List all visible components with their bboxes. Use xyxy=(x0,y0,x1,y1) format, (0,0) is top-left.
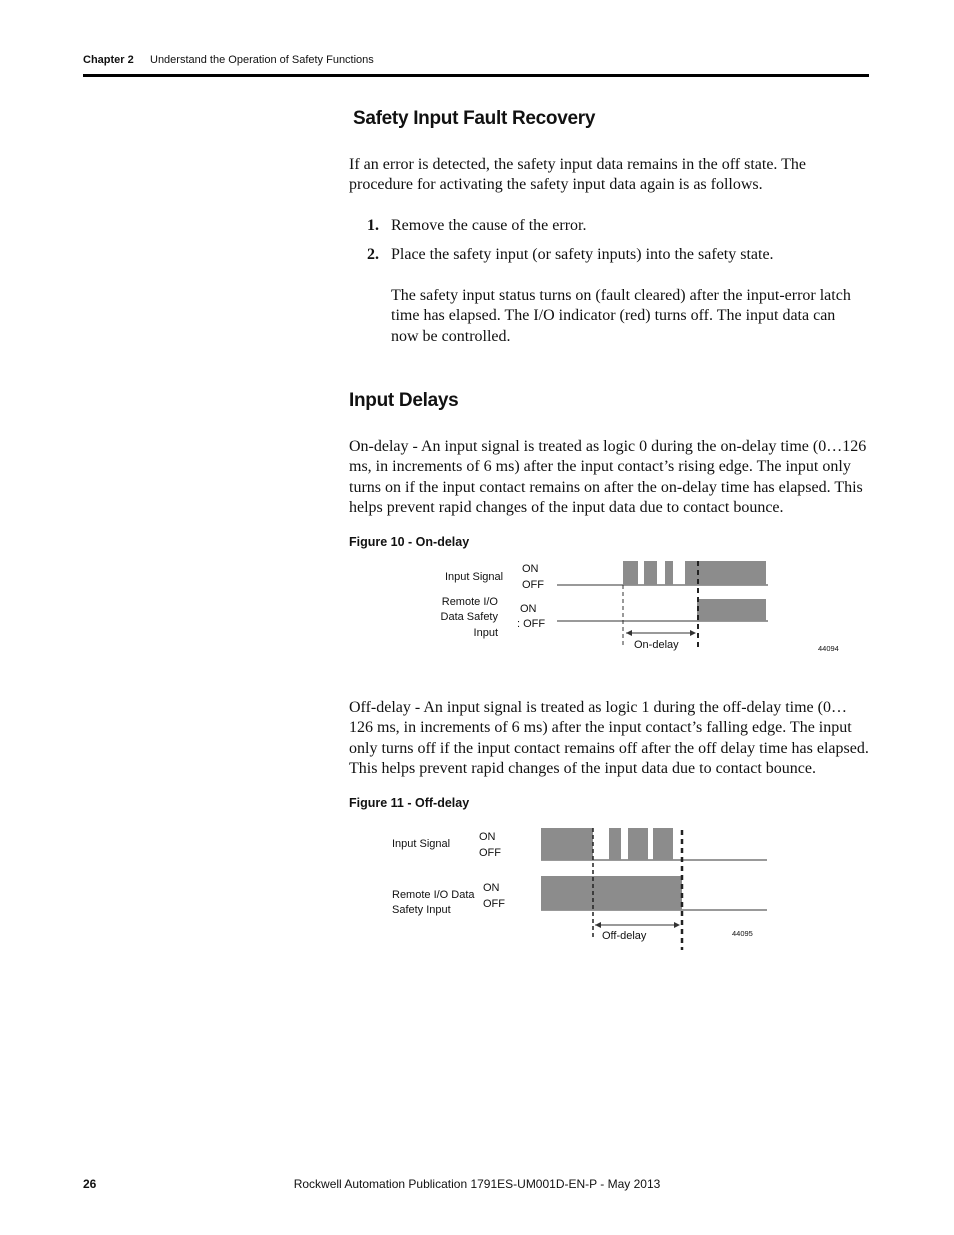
page-number: 26 xyxy=(83,1177,97,1191)
fig10-remote-on-label: ON xyxy=(520,603,537,615)
fig10-remote-label-line1: Remote I/O xyxy=(441,596,498,608)
chapter-title: Understand the Operation of Safety Functions xyxy=(150,54,374,66)
off-delay-description: Off-delay - An input signal is treated as logic 1 during the off-delay time (0…126 ms, in increments of 6 ms) after the input contact’s falling edge. The input only turns off if the input contact remains off after the off delay time has elapsed. This helps prevent rapid changes of the input data due to contact bounce. xyxy=(349,699,869,777)
fig11-arrowhead-left xyxy=(595,922,601,928)
fig11-arrowhead-right xyxy=(674,922,680,928)
on-delay-diagram xyxy=(430,555,850,660)
fig11-remote-label-line1: Remote I/O Data xyxy=(392,889,475,901)
section-heading-input-delays: Input Delays xyxy=(349,390,459,411)
step-1-number: 1. xyxy=(367,217,379,234)
fig10-remote-label-line3: Input xyxy=(473,627,498,639)
step-2-text: Place the safety input (or safety inputs) into the safety state. xyxy=(391,246,774,263)
step-1 xyxy=(367,216,379,236)
fig11-remote-off-label: OFF xyxy=(483,898,505,910)
fig10-input-pulse xyxy=(644,561,657,585)
fig11-remote-on-label: ON xyxy=(483,882,500,894)
fig10-id: 44094 xyxy=(818,644,839,653)
fig10-input-pulse xyxy=(623,561,638,585)
fig10-remote-off-label: : OFF xyxy=(517,618,546,630)
fig10-input-off-label: OFF xyxy=(522,579,544,591)
fig10-remote-pulse xyxy=(697,599,766,621)
fig10-input-pulse xyxy=(665,561,673,585)
fig10-arrowhead-left xyxy=(626,630,632,636)
step-1-text: Remove the cause of the error. xyxy=(391,217,587,234)
fault-recovery-intro: If an error is detected, the safety input data remains in the off state. The procedure for activating the safety input data again is as follows. xyxy=(349,156,807,194)
fig10-arrowhead-right xyxy=(690,630,696,636)
fig11-input-off-label: OFF xyxy=(479,847,501,859)
fig11-delay-label: Off-delay xyxy=(602,930,647,942)
chapter-label: Chapter 2 xyxy=(83,54,134,66)
fig11-input-pulse xyxy=(628,828,648,860)
fig11-input-pulse xyxy=(541,828,593,860)
fig11-id: 44095 xyxy=(732,929,753,938)
on-delay-description: On-delay - An input signal is treated as logic 0 during the on-delay time (0…126 ms, in increments of 6 ms) after the input contact’s rising edge. The input only turns on if the input contact remains on after the on-delay time has elapsed. This helps prevent rapid changes of the input data due to contact bounce. xyxy=(349,438,867,516)
fig11-input-on-label: ON xyxy=(479,831,496,843)
fig10-remote-label-line2: Data Safety xyxy=(440,611,498,623)
fig10-input-signal-label: Input Signal xyxy=(445,571,504,583)
off-delay-diagram xyxy=(385,822,785,952)
figure-10-caption: Figure 10 - On-delay xyxy=(349,535,470,549)
fig11-input-signal-label: Input Signal xyxy=(392,838,451,850)
figure-11-caption: Figure 11 - Off-delay xyxy=(349,796,470,810)
fig11-remote-label-line2: Safety Input xyxy=(392,904,451,916)
fig10-input-on-label: ON xyxy=(522,563,539,575)
step-2-note: The safety input status turns on (fault cleared) after the input-error latch time has elapsed. The I/O indicator (red) turns off. The input data can now be controlled. xyxy=(391,287,851,345)
publication-info: Rockwell Automation Publication 1791ES-UM001D-EN-P - May 2013 xyxy=(293,1177,661,1191)
fig10-delay-label: On-delay xyxy=(634,639,679,651)
fig11-remote-pulse xyxy=(541,876,682,910)
header-rule xyxy=(83,74,869,77)
fig11-input-pulse xyxy=(653,828,673,860)
section-heading-fault-recovery: Safety Input Fault Recovery xyxy=(353,108,596,129)
fig11-input-pulse xyxy=(609,828,621,860)
step-2-number: 2. xyxy=(367,246,379,263)
step-2 xyxy=(367,245,379,265)
